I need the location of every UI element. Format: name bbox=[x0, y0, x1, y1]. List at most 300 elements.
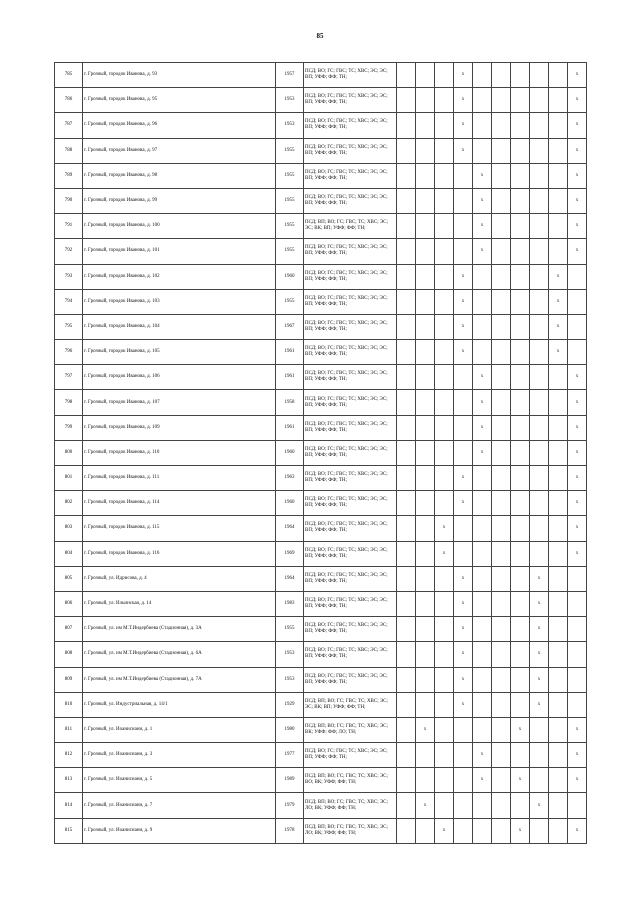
mark-cell bbox=[416, 289, 435, 314]
table-row bbox=[55, 415, 587, 440]
mark-cell bbox=[530, 440, 549, 465]
mark-cell bbox=[416, 88, 435, 113]
mark-cell bbox=[511, 390, 530, 415]
address-cell: г. Грозный, ул. Индустриальная, д. 14/1 bbox=[83, 692, 276, 717]
address-cell: г. Грозный, городок Иванова, д. 109 bbox=[83, 415, 276, 440]
mark-cell: х bbox=[473, 163, 492, 188]
mark-cell bbox=[397, 340, 416, 365]
mark-cell bbox=[435, 491, 454, 516]
table-row bbox=[55, 365, 587, 390]
mark-cell: х bbox=[568, 768, 587, 793]
table-row bbox=[55, 617, 587, 642]
mark-cell bbox=[549, 667, 568, 692]
mark-cell bbox=[492, 440, 511, 465]
mark-cell: х bbox=[568, 63, 587, 88]
mark-cell: х bbox=[454, 566, 473, 591]
row-number-cell: 814 bbox=[55, 793, 83, 818]
services-cell: ПСД; ВО; ГС; ГВС; ТС; ХВС; ЭС; ЭС; ВП; УФФ; ФФ; ТН; bbox=[304, 138, 397, 163]
row-number-cell: 798 bbox=[55, 390, 83, 415]
page-number: 85 bbox=[316, 32, 324, 40]
mark-cell bbox=[492, 113, 511, 138]
row-number-cell: 813 bbox=[55, 768, 83, 793]
mark-cell bbox=[511, 440, 530, 465]
mark-cell bbox=[530, 541, 549, 566]
table-row bbox=[55, 743, 587, 768]
mark-cell bbox=[549, 692, 568, 717]
address-cell: г. Грозный, городок Иванова, д. 98 bbox=[83, 163, 276, 188]
mark-cell bbox=[492, 617, 511, 642]
mark-cell: х bbox=[473, 440, 492, 465]
services-cell: ПСД; ВО; ГС; ГВС; ТС; ХВС; ЭС; ЭС; ВП; УФФ; ФФ; ТН; bbox=[304, 63, 397, 88]
mark-cell bbox=[492, 214, 511, 239]
row-number-cell: 809 bbox=[55, 667, 83, 692]
mark-cell bbox=[511, 113, 530, 138]
table-row bbox=[55, 466, 587, 491]
mark-cell bbox=[454, 214, 473, 239]
mark-cell: х bbox=[473, 390, 492, 415]
services-cell: ПСД; ВО; ГС; ГВС; ТС; ХВС; ЭС; ЭС; ВП; УФФ; ФФ; ТН; bbox=[304, 591, 397, 616]
mark-cell bbox=[568, 591, 587, 616]
mark-cell bbox=[492, 516, 511, 541]
mark-cell bbox=[454, 188, 473, 213]
row-number-cell: 788 bbox=[55, 138, 83, 163]
address-cell: г. Грозный, ул. Идрисова, д. 4 bbox=[83, 566, 276, 591]
mark-cell bbox=[454, 415, 473, 440]
mark-cell bbox=[492, 88, 511, 113]
row-number-cell: 792 bbox=[55, 239, 83, 264]
mark-cell bbox=[473, 88, 492, 113]
mark-cell bbox=[530, 113, 549, 138]
mark-cell bbox=[435, 642, 454, 667]
mark-cell: х bbox=[454, 314, 473, 339]
mark-cell bbox=[416, 390, 435, 415]
table-row bbox=[55, 264, 587, 289]
table-row bbox=[55, 793, 587, 818]
mark-cell bbox=[435, 440, 454, 465]
mark-cell bbox=[416, 214, 435, 239]
mark-cell bbox=[549, 516, 568, 541]
year-built-cell: 1977 bbox=[276, 743, 304, 768]
mark-cell bbox=[511, 541, 530, 566]
mark-cell bbox=[454, 768, 473, 793]
mark-cell bbox=[511, 63, 530, 88]
mark-cell bbox=[397, 516, 416, 541]
address-cell: г. Грозный, городок Иванова, д. 114 bbox=[83, 491, 276, 516]
services-cell: ПСД; ВО; ГС; ГВС; ТС; ХВС; ЭС; ЭС; ВП; УФФ; ФФ; ТН; bbox=[304, 314, 397, 339]
row-number-cell: 801 bbox=[55, 466, 83, 491]
mark-cell bbox=[454, 541, 473, 566]
mark-cell bbox=[397, 667, 416, 692]
mark-cell bbox=[530, 289, 549, 314]
mark-cell bbox=[397, 264, 416, 289]
mark-cell bbox=[511, 314, 530, 339]
mark-cell bbox=[435, 163, 454, 188]
mark-cell bbox=[473, 717, 492, 742]
row-number-cell: 795 bbox=[55, 314, 83, 339]
year-built-cell: 1929 bbox=[276, 692, 304, 717]
mark-cell bbox=[397, 138, 416, 163]
table-row bbox=[55, 63, 587, 88]
table-row bbox=[55, 214, 587, 239]
mark-cell bbox=[549, 743, 568, 768]
mark-cell bbox=[511, 566, 530, 591]
table-row bbox=[55, 818, 587, 843]
mark-cell bbox=[530, 491, 549, 516]
mark-cell: х bbox=[568, 440, 587, 465]
services-cell: ПСД; ВО; ГС; ГВС; ТС; ХВС; ЭС; ЭС; ВП; УФФ; ФФ; ТН; bbox=[304, 88, 397, 113]
mark-cell bbox=[416, 113, 435, 138]
row-number-cell: 789 bbox=[55, 163, 83, 188]
mark-cell bbox=[473, 491, 492, 516]
mark-cell bbox=[454, 440, 473, 465]
table-row bbox=[55, 717, 587, 742]
mark-cell bbox=[473, 818, 492, 843]
services-cell: ПСД; ВП; ВО; ГС; ГВС; ТС; ХВС; ЭС; ВК; УФФ; ФФ; ЛО; ТН; bbox=[304, 717, 397, 742]
address-cell: г. Грозный, городок Иванова, д. 103 bbox=[83, 289, 276, 314]
mark-cell bbox=[549, 818, 568, 843]
mark-cell bbox=[549, 239, 568, 264]
mark-cell bbox=[530, 214, 549, 239]
year-built-cell: 1955 bbox=[276, 214, 304, 239]
mark-cell bbox=[416, 617, 435, 642]
mark-cell bbox=[473, 516, 492, 541]
year-built-cell: 1979 bbox=[276, 793, 304, 818]
mark-cell bbox=[549, 717, 568, 742]
housing-registry-table bbox=[54, 62, 587, 844]
address-cell: г. Грозный, городок Иванова, д. 111 bbox=[83, 466, 276, 491]
mark-cell bbox=[492, 289, 511, 314]
mark-cell bbox=[397, 440, 416, 465]
services-cell: ПСД; ВО; ГС; ГВС; ТС; ХВС; ЭС; ЭС; ВП; УФФ; ФФ; ТН; bbox=[304, 466, 397, 491]
mark-cell: х bbox=[568, 818, 587, 843]
services-cell: ПСД; ВО; ГС; ГВС; ТС; ХВС; ЭС; ЭС; ВП; УФФ; ФФ; ТН; bbox=[304, 390, 397, 415]
mark-cell bbox=[549, 768, 568, 793]
mark-cell bbox=[530, 390, 549, 415]
mark-cell bbox=[511, 491, 530, 516]
address-cell: г. Грозный, городок Иванова, д. 107 bbox=[83, 390, 276, 415]
mark-cell bbox=[416, 541, 435, 566]
mark-cell bbox=[492, 591, 511, 616]
mark-cell bbox=[397, 88, 416, 113]
mark-cell bbox=[473, 113, 492, 138]
year-built-cell: 1955 bbox=[276, 163, 304, 188]
address-cell: г. Грозный, ул. Иоанисиани, д. 1 bbox=[83, 717, 276, 742]
mark-cell bbox=[549, 63, 568, 88]
table-row bbox=[55, 340, 587, 365]
address-cell: г. Грозный, городок Иванова, д. 106 bbox=[83, 365, 276, 390]
mark-cell: х bbox=[454, 88, 473, 113]
year-built-cell: 1980 bbox=[276, 717, 304, 742]
mark-cell bbox=[416, 768, 435, 793]
mark-cell bbox=[435, 768, 454, 793]
table-body bbox=[55, 63, 587, 844]
services-cell: ПСД; ВО; ГС; ГВС; ТС; ХВС; ЭС; ЭС; ВП; УФФ; ФФ; ТН; bbox=[304, 264, 397, 289]
mark-cell: х bbox=[511, 818, 530, 843]
mark-cell: х bbox=[568, 491, 587, 516]
mark-cell bbox=[492, 541, 511, 566]
row-number-cell: 790 bbox=[55, 188, 83, 213]
mark-cell bbox=[416, 591, 435, 616]
mark-cell bbox=[511, 88, 530, 113]
mark-cell bbox=[492, 566, 511, 591]
row-number-cell: 803 bbox=[55, 516, 83, 541]
mark-cell: х bbox=[549, 264, 568, 289]
mark-cell bbox=[530, 88, 549, 113]
mark-cell bbox=[530, 188, 549, 213]
mark-cell: х bbox=[473, 239, 492, 264]
services-cell: ПСД; ВО; ГС; ГВС; ТС; ХВС; ЭС; ЭС; ВП; УФФ; ФФ; ТН; bbox=[304, 113, 397, 138]
table-row bbox=[55, 163, 587, 188]
services-cell: ПСД; ВП; ВО; ГС; ГВС; ТС; ХВС; ЭС; ЛО; ВК; УФФ; ФФ; ТН; bbox=[304, 793, 397, 818]
mark-cell bbox=[473, 289, 492, 314]
row-number-cell: 805 bbox=[55, 566, 83, 591]
mark-cell bbox=[568, 793, 587, 818]
mark-cell bbox=[530, 163, 549, 188]
mark-cell bbox=[397, 692, 416, 717]
mark-cell bbox=[549, 390, 568, 415]
mark-cell bbox=[492, 365, 511, 390]
year-built-cell: 1964 bbox=[276, 516, 304, 541]
mark-cell bbox=[549, 491, 568, 516]
year-built-cell: 1961 bbox=[276, 340, 304, 365]
address-cell: г. Грозный, городок Иванова, д. 101 bbox=[83, 239, 276, 264]
mark-cell bbox=[435, 264, 454, 289]
row-number-cell: 787 bbox=[55, 113, 83, 138]
mark-cell bbox=[473, 138, 492, 163]
mark-cell bbox=[435, 692, 454, 717]
year-built-cell: 1958 bbox=[276, 390, 304, 415]
mark-cell bbox=[568, 617, 587, 642]
mark-cell bbox=[530, 314, 549, 339]
row-number-cell: 807 bbox=[55, 617, 83, 642]
mark-cell bbox=[492, 239, 511, 264]
mark-cell bbox=[549, 113, 568, 138]
mark-cell bbox=[511, 591, 530, 616]
address-cell: г. Грозный, городок Иванова, д. 93 bbox=[83, 63, 276, 88]
year-built-cell: 1955 bbox=[276, 289, 304, 314]
mark-cell bbox=[416, 188, 435, 213]
table-row bbox=[55, 491, 587, 516]
address-cell: г. Грозный, городок Иванова, д. 97 bbox=[83, 138, 276, 163]
mark-cell: х bbox=[416, 717, 435, 742]
year-built-cell: 1989 bbox=[276, 768, 304, 793]
mark-cell bbox=[397, 768, 416, 793]
address-cell: г. Грозный, ул. Иоанисиани, д. 9 bbox=[83, 818, 276, 843]
mark-cell bbox=[435, 793, 454, 818]
table-row bbox=[55, 566, 587, 591]
mark-cell bbox=[549, 88, 568, 113]
mark-cell bbox=[492, 642, 511, 667]
mark-cell: х bbox=[454, 466, 473, 491]
mark-cell bbox=[549, 440, 568, 465]
services-cell: ПСД; ВО; ГС; ГВС; ТС; ХВС; ЭС; ЭС; ВП; УФФ; ФФ; ТН; bbox=[304, 188, 397, 213]
mark-cell: х bbox=[568, 466, 587, 491]
mark-cell: х bbox=[435, 818, 454, 843]
mark-cell bbox=[530, 365, 549, 390]
address-cell: г. Грозный, городок Иванова, д. 116 bbox=[83, 541, 276, 566]
mark-cell bbox=[473, 793, 492, 818]
mark-cell bbox=[416, 163, 435, 188]
mark-cell bbox=[511, 793, 530, 818]
mark-cell bbox=[397, 642, 416, 667]
mark-cell bbox=[397, 163, 416, 188]
mark-cell bbox=[397, 541, 416, 566]
mark-cell bbox=[473, 667, 492, 692]
mark-cell bbox=[549, 466, 568, 491]
mark-cell bbox=[568, 566, 587, 591]
mark-cell bbox=[511, 214, 530, 239]
mark-cell bbox=[416, 818, 435, 843]
mark-cell: х bbox=[568, 717, 587, 742]
mark-cell: х bbox=[568, 138, 587, 163]
mark-cell: х bbox=[568, 541, 587, 566]
mark-cell bbox=[492, 390, 511, 415]
mark-cell: х bbox=[435, 516, 454, 541]
mark-cell bbox=[435, 717, 454, 742]
table-row bbox=[55, 541, 587, 566]
mark-cell: х bbox=[530, 793, 549, 818]
mark-cell bbox=[549, 365, 568, 390]
services-cell: ПСД; ВО; ГС; ГВС; ТС; ХВС; ЭС; ЭС; ВП; УФФ; ФФ; ТН; bbox=[304, 340, 397, 365]
services-cell: ПСД; ВО; ГС; ГВС; ТС; ХВС; ЭС; ЭС; ВП; УФФ; ФФ; ТН; bbox=[304, 491, 397, 516]
table-row bbox=[55, 113, 587, 138]
mark-cell bbox=[435, 566, 454, 591]
mark-cell bbox=[511, 340, 530, 365]
services-cell: ПСД; ВО; ГС; ГВС; ТС; ХВС; ЭС; ЭС; ВП; УФФ; ФФ; ТН; bbox=[304, 667, 397, 692]
table-row bbox=[55, 692, 587, 717]
mark-cell: х bbox=[454, 289, 473, 314]
year-built-cell: 1983 bbox=[276, 591, 304, 616]
mark-cell bbox=[568, 314, 587, 339]
mark-cell bbox=[492, 667, 511, 692]
address-cell: г. Грозный, ул. Ильинская, д. 14 bbox=[83, 591, 276, 616]
mark-cell bbox=[416, 566, 435, 591]
services-cell: ПСД; ВП; ВО; ГС; ГВС; ТС; ХВС; ЭС; ЛО; ВК; УФФ; ФФ; ТН; bbox=[304, 818, 397, 843]
mark-cell: х bbox=[454, 113, 473, 138]
mark-cell bbox=[416, 365, 435, 390]
mark-cell: х bbox=[454, 667, 473, 692]
mark-cell: х bbox=[549, 314, 568, 339]
year-built-cell: 1953 bbox=[276, 88, 304, 113]
year-built-cell: 1955 bbox=[276, 617, 304, 642]
row-number-cell: 794 bbox=[55, 289, 83, 314]
mark-cell: х bbox=[454, 617, 473, 642]
mark-cell: х bbox=[454, 340, 473, 365]
address-cell: г. Грозный, городок Иванова, д. 99 bbox=[83, 188, 276, 213]
mark-cell bbox=[454, 717, 473, 742]
year-built-cell: 1963 bbox=[276, 466, 304, 491]
mark-cell: х bbox=[530, 566, 549, 591]
services-cell: ПСД; ВО; ГС; ГВС; ТС; ХВС; ЭС; ЭС; ВП; УФФ; ФФ; ТН; bbox=[304, 617, 397, 642]
mark-cell bbox=[397, 743, 416, 768]
mark-cell bbox=[530, 415, 549, 440]
mark-cell bbox=[435, 138, 454, 163]
address-cell: г. Грозный, городок Иванова, д. 110 bbox=[83, 440, 276, 465]
mark-cell bbox=[397, 188, 416, 213]
mark-cell bbox=[435, 617, 454, 642]
mark-cell: х bbox=[454, 491, 473, 516]
mark-cell bbox=[511, 188, 530, 213]
mark-cell: х bbox=[530, 667, 549, 692]
mark-cell bbox=[397, 214, 416, 239]
row-number-cell: 808 bbox=[55, 642, 83, 667]
mark-cell bbox=[454, 239, 473, 264]
mark-cell bbox=[454, 818, 473, 843]
mark-cell bbox=[530, 818, 549, 843]
mark-cell bbox=[473, 314, 492, 339]
mark-cell bbox=[511, 743, 530, 768]
mark-cell bbox=[397, 591, 416, 616]
year-built-cell: 1967 bbox=[276, 314, 304, 339]
row-number-cell: 797 bbox=[55, 365, 83, 390]
mark-cell: х bbox=[568, 113, 587, 138]
year-built-cell: 1955 bbox=[276, 188, 304, 213]
table-row bbox=[55, 239, 587, 264]
mark-cell bbox=[492, 264, 511, 289]
mark-cell bbox=[568, 264, 587, 289]
mark-cell bbox=[397, 365, 416, 390]
mark-cell bbox=[511, 365, 530, 390]
mark-cell bbox=[416, 642, 435, 667]
mark-cell: х bbox=[568, 88, 587, 113]
mark-cell: х bbox=[454, 138, 473, 163]
mark-cell: х bbox=[454, 591, 473, 616]
mark-cell bbox=[511, 415, 530, 440]
mark-cell bbox=[549, 591, 568, 616]
year-built-cell: 1969 bbox=[276, 541, 304, 566]
mark-cell bbox=[473, 591, 492, 616]
mark-cell bbox=[568, 289, 587, 314]
address-cell: г. Грозный, ул. Иоанисиани, д. 3 bbox=[83, 743, 276, 768]
address-cell: г. Грозный, ул. им М.Т.Индербиева (Стадионная), д. 7А bbox=[83, 667, 276, 692]
mark-cell: х bbox=[568, 415, 587, 440]
row-number-cell: 812 bbox=[55, 743, 83, 768]
mark-cell bbox=[549, 214, 568, 239]
year-built-cell: 1960 bbox=[276, 264, 304, 289]
mark-cell bbox=[397, 717, 416, 742]
mark-cell bbox=[416, 63, 435, 88]
mark-cell bbox=[530, 743, 549, 768]
services-cell: ПСД; ВО; ГС; ГВС; ТС; ХВС; ЭС; ЭС; ВП; УФФ; ФФ; ТН; bbox=[304, 566, 397, 591]
mark-cell bbox=[397, 113, 416, 138]
year-built-cell: 1960 bbox=[276, 440, 304, 465]
mark-cell bbox=[492, 692, 511, 717]
year-built-cell: 1961 bbox=[276, 365, 304, 390]
row-number-cell: 791 bbox=[55, 214, 83, 239]
row-number-cell: 806 bbox=[55, 591, 83, 616]
mark-cell bbox=[397, 63, 416, 88]
address-cell: г. Грозный, ул. Иоанисиани, д. 5 bbox=[83, 768, 276, 793]
mark-cell bbox=[492, 163, 511, 188]
mark-cell bbox=[511, 692, 530, 717]
mark-cell bbox=[511, 516, 530, 541]
mark-cell bbox=[454, 163, 473, 188]
mark-cell bbox=[568, 667, 587, 692]
mark-cell bbox=[511, 642, 530, 667]
mark-cell bbox=[511, 138, 530, 163]
mark-cell: х bbox=[568, 163, 587, 188]
mark-cell bbox=[416, 491, 435, 516]
mark-cell: х bbox=[549, 340, 568, 365]
mark-cell bbox=[530, 63, 549, 88]
mark-cell: х bbox=[568, 516, 587, 541]
mark-cell bbox=[454, 390, 473, 415]
row-number-cell: 810 bbox=[55, 692, 83, 717]
mark-cell bbox=[492, 314, 511, 339]
mark-cell bbox=[549, 415, 568, 440]
services-cell: ПСД; ВО; ГС; ГВС; ТС; ХВС; ЭС; ЭС; ВП; УФФ; ФФ; ТН; bbox=[304, 415, 397, 440]
table-row bbox=[55, 667, 587, 692]
